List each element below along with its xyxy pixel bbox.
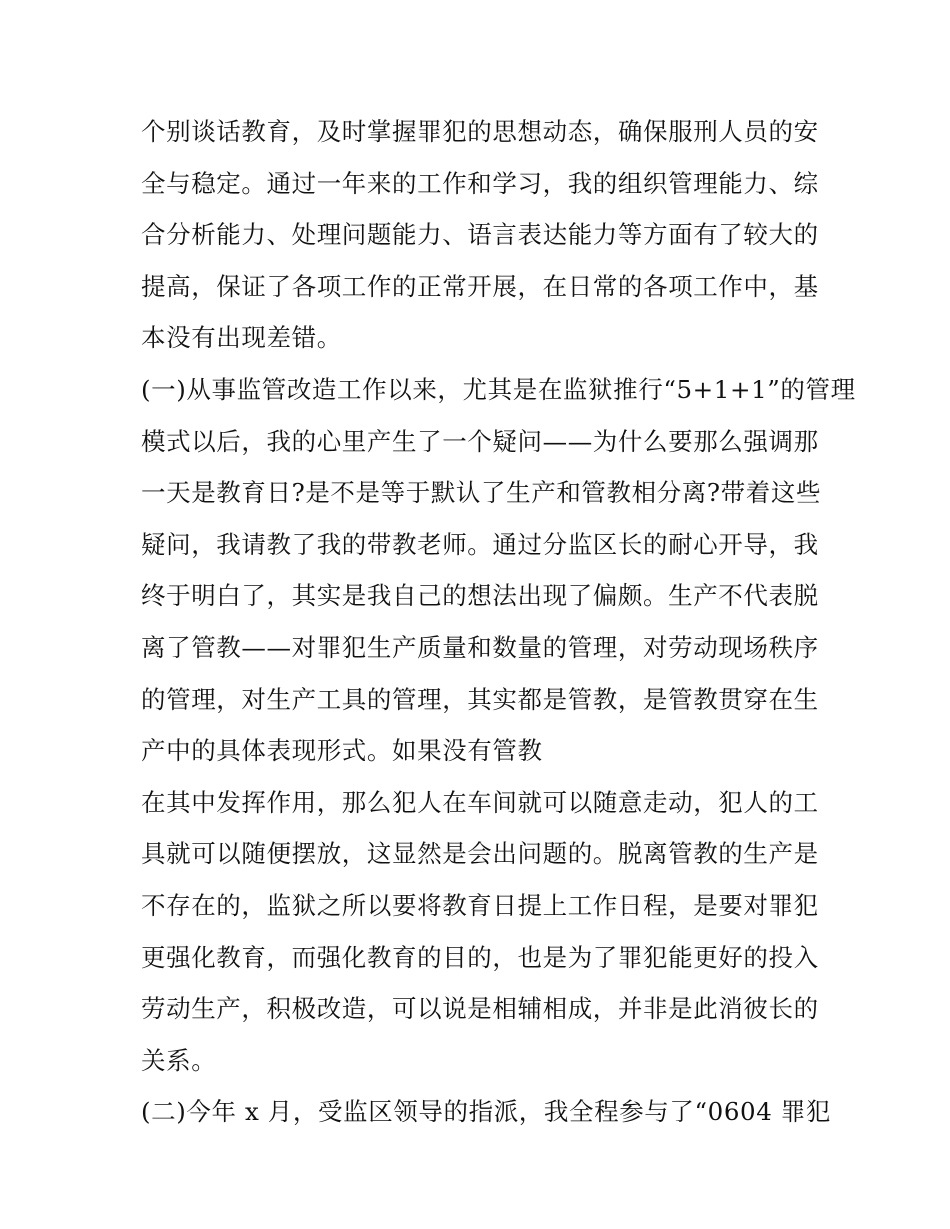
document-body <box>141 106 856 1138</box>
text-line: 更强化教育，而强化教育的目的，也是为了罪犯能更好的投入 <box>141 942 819 972</box>
text-line: 本没有出现差错。 <box>141 323 342 353</box>
text-line: 具就可以随便摆放，这显然是会出问题的。脱离管教的生产是 <box>141 839 819 869</box>
text-line: 模式以后，我的心里产生了一个疑问——为什么要那么强调那 <box>141 426 819 456</box>
text-line: 个别谈话教育，及时掌握罪犯的思想动态，确保服刑人员的安 <box>141 117 819 146</box>
text-line: 全与稳定。通过一年来的工作和学习，我的组织管理能力、综 <box>141 168 819 198</box>
text-line: 在其中发挥作用，那么犯人在车间就可以随意走动，犯人的工 <box>141 787 819 817</box>
text-line: 合分析能力、处理问题能力、语言表达能力等方面有了较大的 <box>141 220 819 250</box>
text-line: 产中的具体表现形式。如果没有管教 <box>141 736 543 766</box>
text-line: 的管理，对生产工具的管理，其实都是管教，是管教贯穿在生 <box>141 684 819 714</box>
text-line: 一天是教育日?是不是等于默认了生产和管教相分离?带着这些 <box>141 478 822 508</box>
text-line: 离了管教——对罪犯生产质量和数量的管理，对劳动现场秩序 <box>141 632 819 662</box>
text-line: (一)从事监管改造工作以来，尤其是在监狱推行“5+1+1”的管理 <box>141 374 856 404</box>
text-line: 劳动生产，积极改造，可以说是相辅相成，并非是此消彼长的 <box>141 994 819 1024</box>
text-line: 提高，保证了各项工作的正常开展，在日常的各项工作中，基 <box>141 271 819 301</box>
text-line: (二)今年 x 月，受监区领导的指派，我全程参与了“0604 罪犯 <box>141 1097 831 1127</box>
text-line: 终于明白了，其实是我自己的想法出现了偏颇。生产不代表脱 <box>141 581 819 611</box>
text-line: 不存在的，监狱之所以要将教育日提上工作日程，是要对罪犯 <box>141 890 819 920</box>
text-line: 疑问，我请教了我的带教老师。通过分监区长的耐心开导，我 <box>141 529 819 559</box>
text-line: 关系。 <box>141 1045 217 1075</box>
